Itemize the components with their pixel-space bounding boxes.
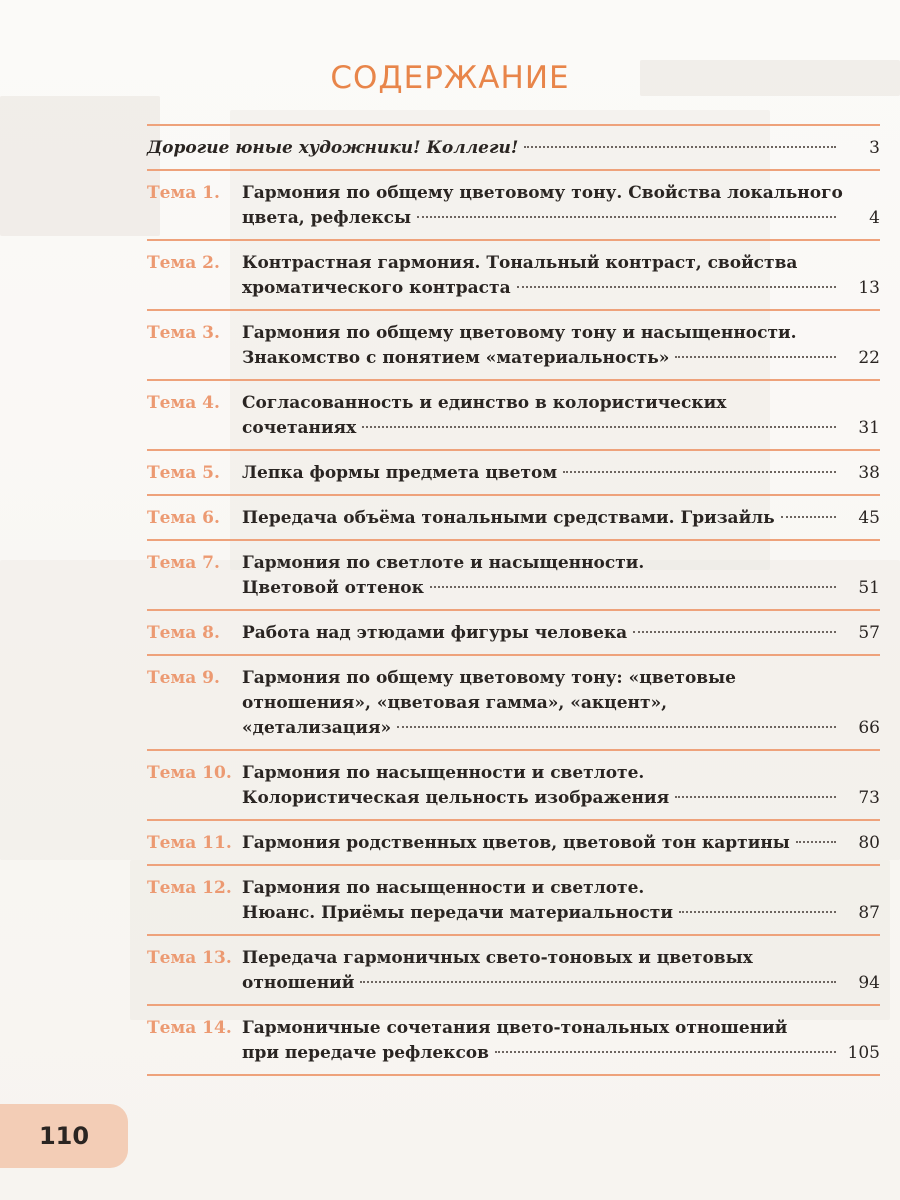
toc-entry-text: отношения», «цветовая гамма», «акцент», bbox=[242, 693, 668, 713]
toc-entry-body bbox=[242, 321, 880, 371]
toc-line bbox=[242, 786, 880, 811]
toc-line bbox=[242, 761, 880, 786]
toc-entry-text: Гармония по насыщенности и светлоте. bbox=[242, 763, 645, 783]
toc-entry-body bbox=[242, 831, 880, 856]
toc-line bbox=[242, 391, 880, 416]
toc-line bbox=[242, 206, 880, 231]
toc-line bbox=[242, 876, 880, 901]
topic-number: Тема 9. bbox=[147, 668, 220, 688]
toc-entry-text: Знакомство с понятием «материальность» bbox=[242, 348, 670, 368]
toc-line bbox=[242, 621, 880, 646]
toc-entry-text: Цветовой оттенок bbox=[242, 578, 424, 598]
toc-line bbox=[242, 1041, 880, 1066]
topic-number: Тема 13. bbox=[147, 948, 232, 968]
toc-line bbox=[242, 691, 880, 716]
toc-entry bbox=[147, 656, 880, 749]
toc-entry bbox=[147, 751, 880, 819]
toc-line bbox=[242, 1016, 880, 1041]
toc-entry-text: Передача объёма тональными средствами. Гризайль bbox=[242, 508, 775, 528]
toc-entry-text: Гармония по светлоте и насыщенности. bbox=[242, 553, 645, 573]
dot-leader bbox=[495, 1050, 836, 1053]
toc-entry-body bbox=[242, 666, 880, 741]
topic-number: Тема 10. bbox=[147, 763, 232, 783]
toc-entry bbox=[147, 936, 880, 1004]
toc-entry bbox=[147, 541, 880, 609]
toc-page-number: 105 bbox=[847, 1043, 880, 1063]
toc-line bbox=[242, 576, 880, 601]
toc-page-number: 38 bbox=[858, 463, 880, 483]
dot-leader bbox=[781, 515, 836, 518]
toc-line bbox=[242, 276, 880, 301]
toc-page-number: 22 bbox=[858, 348, 880, 368]
toc-entry-text: Работа над этюдами фигуры человека bbox=[242, 623, 628, 643]
toc-page-number: 13 bbox=[858, 278, 880, 298]
dot-leader bbox=[796, 840, 836, 843]
toc-page-number: 45 bbox=[858, 508, 880, 528]
toc-entry-text: Контрастная гармония. Тональный контраст, свойства bbox=[242, 253, 798, 273]
toc-entry-body bbox=[242, 506, 880, 531]
toc-page-number: 94 bbox=[858, 973, 880, 993]
toc-line bbox=[242, 346, 880, 371]
toc-page-number: 87 bbox=[858, 903, 880, 923]
topic-number: Тема 11. bbox=[147, 833, 232, 853]
dot-leader bbox=[679, 910, 836, 913]
toc-entry-text: цвета, рефлексы bbox=[242, 208, 412, 228]
toc-page-number: 4 bbox=[869, 208, 880, 228]
toc-page-number: 80 bbox=[858, 833, 880, 853]
dot-leader bbox=[397, 725, 836, 728]
toc-topics bbox=[147, 171, 880, 1076]
toc-entry bbox=[147, 311, 880, 379]
dot-leader bbox=[524, 145, 836, 148]
toc-entry-text: Дорогие юные художники! Коллеги! bbox=[147, 138, 519, 158]
toc-entry-body bbox=[242, 251, 880, 301]
toc-entry-body bbox=[242, 621, 880, 646]
dot-leader bbox=[675, 795, 836, 798]
topic-number: Тема 2. bbox=[147, 253, 220, 273]
toc-entry-text: Лепка формы предмета цветом bbox=[242, 463, 558, 483]
toc-entry-body bbox=[242, 181, 880, 231]
toc-entry-text: сочетаниях bbox=[242, 418, 357, 438]
toc-line bbox=[242, 416, 880, 441]
toc-entry bbox=[147, 381, 880, 449]
dot-leader bbox=[360, 980, 836, 983]
toc-entry-body bbox=[242, 1016, 880, 1066]
topic-number: Тема 3. bbox=[147, 323, 220, 343]
page-number: 110 bbox=[38, 1122, 90, 1150]
toc-entry-body bbox=[242, 461, 880, 486]
toc-entry-text: при передаче рефлексов bbox=[242, 1043, 489, 1063]
toc-entry-text: хроматического контраста bbox=[242, 278, 511, 298]
toc-entry-text: Передача гармоничных свето-тоновых и цветовых bbox=[242, 948, 753, 968]
page-number-tab bbox=[0, 1104, 128, 1168]
toc-line bbox=[242, 321, 880, 346]
toc-entry-body bbox=[242, 761, 880, 811]
bleed-through-shadow bbox=[0, 96, 160, 236]
toc-entry-text: Нюанс. Приёмы передачи материальности bbox=[242, 903, 673, 923]
dot-leader bbox=[675, 355, 836, 358]
toc-page-number: 57 bbox=[858, 623, 880, 643]
toc-line bbox=[242, 946, 880, 971]
toc-line bbox=[242, 901, 880, 926]
toc-entry-body bbox=[147, 136, 880, 161]
toc-page-number: 51 bbox=[858, 578, 880, 598]
toc-entry-text: «детализация» bbox=[242, 718, 392, 738]
dot-leader bbox=[430, 585, 836, 588]
dot-leader bbox=[417, 215, 836, 218]
toc-line bbox=[242, 716, 880, 741]
toc-page-number: 31 bbox=[858, 418, 880, 438]
toc-line bbox=[242, 251, 880, 276]
toc-entry-body bbox=[242, 391, 880, 441]
toc-entry bbox=[147, 171, 880, 239]
toc-entry-text: Гармония по общему цветовому тону: «цветовые bbox=[242, 668, 736, 688]
topic-number: Тема 4. bbox=[147, 393, 220, 413]
toc-entry-text: Гармония родственных цветов, цветовой тон картины bbox=[242, 833, 790, 853]
topic-number: Тема 6. bbox=[147, 508, 220, 528]
toc-entry bbox=[147, 611, 880, 654]
divider bbox=[147, 1074, 880, 1076]
toc-line bbox=[242, 461, 880, 486]
topic-number: Тема 5. bbox=[147, 463, 220, 483]
toc-entry bbox=[147, 241, 880, 309]
dot-leader bbox=[362, 425, 836, 428]
topic-number: Тема 12. bbox=[147, 878, 232, 898]
toc-entry-body bbox=[242, 946, 880, 996]
toc-line bbox=[242, 831, 880, 856]
topic-number: Тема 14. bbox=[147, 1018, 232, 1038]
toc-line bbox=[242, 506, 880, 531]
toc-entry-text: отношений bbox=[242, 973, 355, 993]
toc-page-number: 3 bbox=[869, 138, 880, 158]
toc-entry-body bbox=[242, 551, 880, 601]
toc-page-number: 66 bbox=[858, 718, 880, 738]
toc-entry bbox=[147, 496, 880, 539]
toc-line bbox=[242, 666, 880, 691]
dot-leader bbox=[563, 470, 836, 473]
toc-entry bbox=[147, 866, 880, 934]
toc-entry-body bbox=[242, 876, 880, 926]
toc-entry bbox=[147, 821, 880, 864]
toc-page-number: 73 bbox=[858, 788, 880, 808]
toc-entry-text: Гармоничные сочетания цвето-тональных отношений bbox=[242, 1018, 788, 1038]
dot-leader bbox=[633, 630, 836, 633]
toc-line bbox=[242, 181, 880, 206]
topic-number: Тема 1. bbox=[147, 183, 220, 203]
toc-line bbox=[242, 551, 880, 576]
toc-entry-text: Гармония по насыщенности и светлоте. bbox=[242, 878, 645, 898]
toc-line bbox=[147, 136, 880, 161]
toc-entry-text: Согласованность и единство в колористических bbox=[242, 393, 727, 413]
table-of-contents bbox=[147, 124, 880, 1076]
toc-entry-intro bbox=[147, 126, 880, 169]
toc-entry bbox=[147, 1006, 880, 1074]
toc-entry-text: Гармония по общему цветовому тону. Свойства локального bbox=[242, 183, 843, 203]
dot-leader bbox=[517, 285, 836, 288]
topic-number: Тема 7. bbox=[147, 553, 220, 573]
topic-number: Тема 8. bbox=[147, 623, 220, 643]
page-title: СОДЕРЖАНИЕ bbox=[330, 60, 570, 96]
toc-entry-text: Гармония по общему цветовому тону и насыщенности. bbox=[242, 323, 797, 343]
toc-line bbox=[242, 971, 880, 996]
toc-entry-text: Колористическая цельность изображения bbox=[242, 788, 670, 808]
toc-entry bbox=[147, 451, 880, 494]
